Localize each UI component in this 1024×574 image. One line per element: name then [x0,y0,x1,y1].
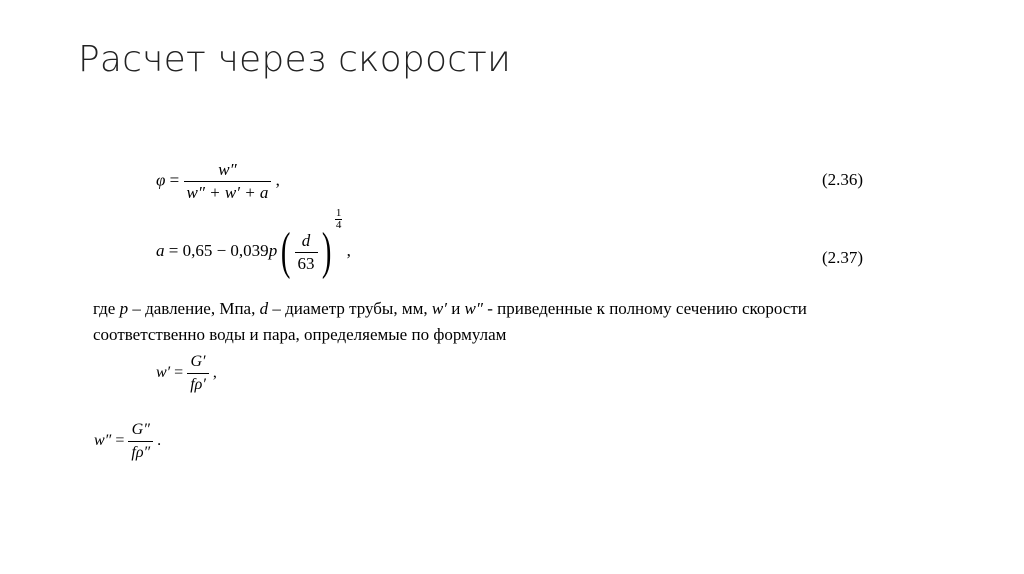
exponent-numerator: 1 [335,207,342,219]
p-symbol: p [268,240,278,260]
text-span: где [93,299,120,318]
fraction-w-double-prime [128,420,153,463]
w-double-prime-symbol: w″ [464,299,483,318]
exponent-fraction [335,208,343,231]
equation-w-double-prime [94,420,161,463]
equation-w-prime [156,352,217,395]
phi-symbol: φ [156,170,166,190]
fraction-numerator: d [301,230,311,250]
fraction-denominator: fρ″ [128,441,153,463]
equals-sign: = [115,432,125,450]
equation-number-2-37: (2.37) [822,248,864,267]
fraction-denominator: fρ′ [187,373,209,395]
trailing-comma: , [275,170,280,190]
equals-sign: = [174,364,184,382]
equals-sign: = [169,170,180,190]
text-span: – давление, Мпа, [128,299,260,318]
w-double-prime-symbol: w″ [94,432,112,450]
equation-2-37 [156,207,351,280]
fraction-numerator: w″ [218,160,237,179]
paragraph-line-1 [93,298,807,320]
equation-2-36 [156,160,280,203]
slide-title: Расчет через скорости [78,39,512,80]
exponent-denominator: 4 [335,219,342,231]
left-paren: ( [281,223,291,280]
fraction-denominator: 63 [295,252,318,274]
w-prime-symbol: w′ [431,299,447,318]
text-span: - приведенные к полному сечению скорости [482,299,807,318]
w-prime-symbol: w′ [156,364,171,382]
fraction-d-63 [295,231,318,274]
d-symbol: d [259,299,269,318]
trailing-period: . [157,432,162,450]
fraction-2-36 [184,160,272,203]
fraction-w-prime [187,352,209,395]
text-span: и [446,299,465,318]
a-symbol: a [156,240,165,260]
trailing-comma: , [212,364,217,382]
fraction-denominator: w″ + w′ + a [184,181,272,203]
equation-number-2-36: (2.36) [822,170,864,189]
fraction-numerator: G′ [190,353,206,370]
text-span: – диаметр трубы, мм, [268,299,432,318]
fraction-numerator: G″ [131,421,150,438]
trailing-comma: , [346,240,351,260]
right-paren: ) [321,223,331,280]
rhs-start: = 0,65 − 0,039 [168,240,269,260]
paragraph-line-2: соответственно воды и пара, определяемые по формулам [93,325,507,344]
p-symbol: p [119,299,129,318]
